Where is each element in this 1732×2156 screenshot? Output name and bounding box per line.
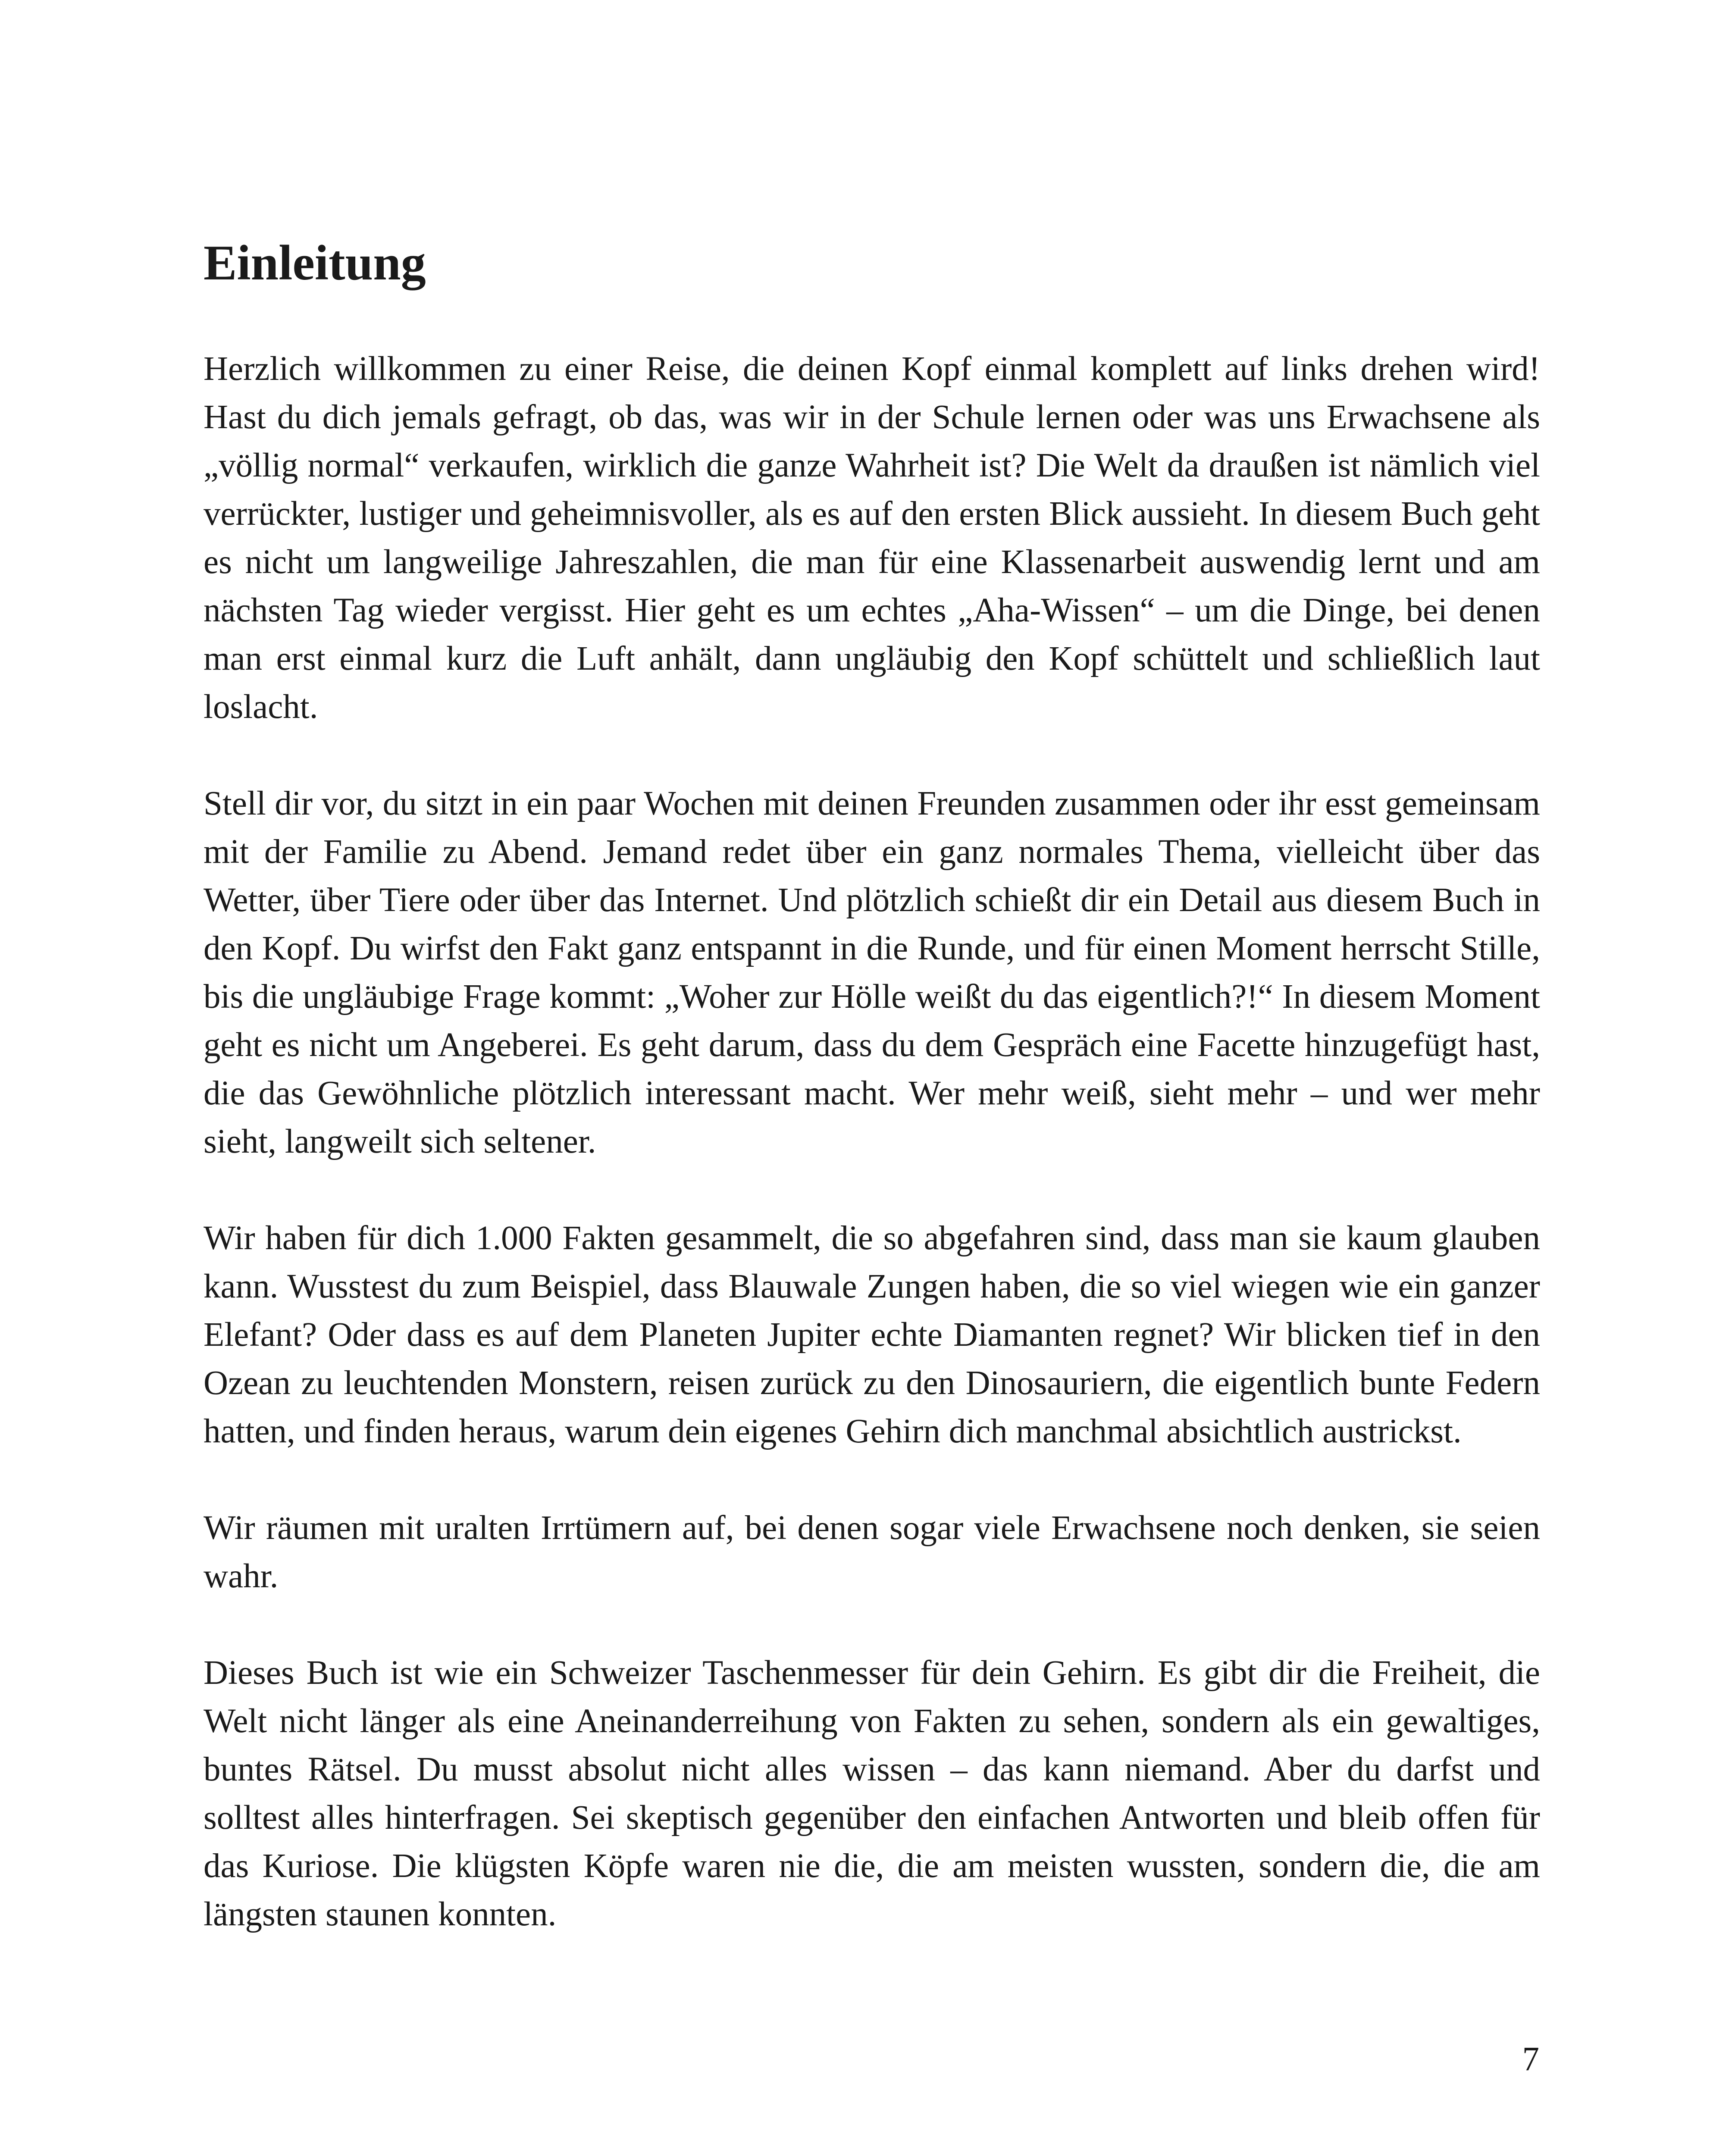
paragraph-1: Herzlich willkommen zu einer Reise, die deinen Kopf einmal komplett auf links drehen wird! Hast du dich jemals gefragt, ob das, was wir in der Schule lernen oder was uns Erwachsene als „völlig normal“ verkaufen, wirklich die ganze Wahrheit ist? Die Welt da draußen ist nämlich viel verrückter, lustiger und geheimnisvoller, als es auf den ersten Blick aussieht. In diesem Buch geht es nicht um langweilige Jahreszahlen, die man für eine Klassenarbeit auswendig lernt und am nächsten Tag wieder vergisst. Hier geht es um echtes „Aha-Wissen“ – um die Dinge, bei denen man erst einmal kurz die Luft anhält, dann ungläubig den Kopf schüttelt und schließlich laut loslacht. (204, 350, 1540, 726)
paragraph-2: Stell dir vor, du sitzt in ein paar Wochen mit deinen Freunden zusammen oder ihr esst gemeinsam mit der Familie zu Abend. Jemand redet über ein ganz normales Thema, vielleicht über das Wetter, über Tiere oder über das Internet. Und plötzlich schießt dir ein Detail aus diesem Buch in den Kopf. Du wirfst den Fakt ganz entspannt in die Runde, und für einen Moment herrscht Stille, bis die ungläubige Frage kommt: „Woher zur Hölle weißt du das eigentlich?!“ In diesem Moment geht es nicht um Angeberei. Es geht darum, dass du dem Gespräch eine Facette hinzugefügt hast, die das Gewöhnliche plötzlich interessant macht. Wer mehr weiß, sieht mehr – und wer mehr sieht, langweilt sich seltener. (204, 785, 1540, 1160)
chapter-heading: Einleitung (204, 235, 426, 291)
page-number: 7 (1522, 2040, 1539, 2078)
paragraph-4: Wir räumen mit uralten Irrtümern auf, bei denen sogar viele Erwachsene noch denken, sie seien wahr. (204, 1509, 1540, 1595)
chapter-body (204, 345, 1540, 1987)
paragraph-3: Wir haben für dich 1.000 Fakten gesammelt, die so abgefahren sind, dass man sie kaum glauben kann. Wusstest du zum Beispiel, dass Blauwale Zungen haben, die so viel wiegen wie ein ganzer Elefant? Oder dass es auf dem Planeten Jupiter echte Diamanten regnet? Wir blicken tief in den Ozean zu leuchtenden Monstern, reisen zurück zu den Dinosauriern, die eigentlich bunte Federn hatten, und finden heraus, warum dein eigenes Gehirn dich manchmal absichtlich austrickst. (204, 1219, 1540, 1450)
paragraph-5: Dieses Buch ist wie ein Schweizer Taschenmesser für dein Gehirn. Es gibt dir die Freiheit, die Welt nicht länger als eine Aneinanderreihung von Fakten zu sehen, sondern als ein gewaltiges, buntes Rätsel. Du musst absolut nicht alles wissen – das kann niemand. Aber du darfst und solltest alles hinterfragen. Sei skeptisch gegenüber den einfachen Antworten und bleib offen für das Kuriose. Die klügsten Köpfe waren nie die, die am meisten wussten, sondern die, die am längsten staunen konnten. (204, 1654, 1540, 1933)
